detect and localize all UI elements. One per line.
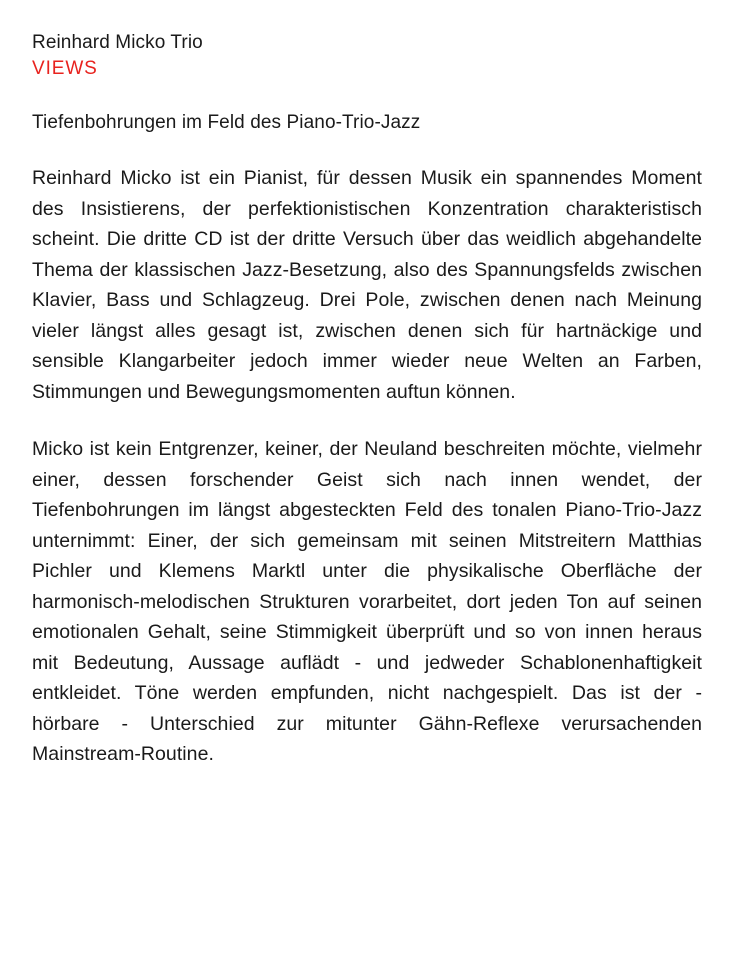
document-header [32,30,702,82]
body-paragraph-1: Reinhard Micko ist ein Pianist, für dessen Musik ein spannendes Moment des Insistierens, der perfektionistischen Konzentration charakteristisch scheint. Die dritte CD ist der dritte Versuch über das weidlich abgehandelte Thema der klassischen Jazz-Besetzung, also des Spannungsfelds zwischen Klavier, Bass und Schlagzeug. Drei Pole, zwischen denen nach Meinung vieler längst alles gesagt ist, zwischen denen sich für hartnäckige und sensible Klangarbeiter jedoch immer wieder neue Welten an Farben, Stimmungen und Bewegungsmomenten auftun können. [32,167,702,403]
album-title: VIEWS [32,58,98,79]
body-paragraph-2: Micko ist kein Entgrenzer, keiner, der Neuland beschreiten möchte, vielmehr einer, dessen forschender Geist sich nach innen wendet, der Tiefenbohrungen im längst abgesteckten Feld des tonalen Piano-Trio-Jazz unternimmt: Einer, der sich gemeinsam mit seinen Mitstreitern Matthias Pichler und Klemens Marktl unter die physikalische Oberfläche der harmonisch-melodischen Strukturen vorarbeitet, dort jeden Ton auf seinen emotionalen Gehalt, seine Stimmigkeit überprüft und so von innen heraus mit Bedeutung, Aussage auflädt - und jedweder Schablonenhaftigkeit entkleidet. Töne werden empfunden, nicht nachgespielt. Das ist der - hörbare - Unterschied zur mitunter Gähn-Reflexe verursachenden Mainstream-Routine. [32,438,702,765]
article-subtitle: Tiefenbohrungen im Feld des Piano-Trio-Jazz [32,112,421,133]
artist-name: Reinhard Micko Trio [32,32,203,53]
